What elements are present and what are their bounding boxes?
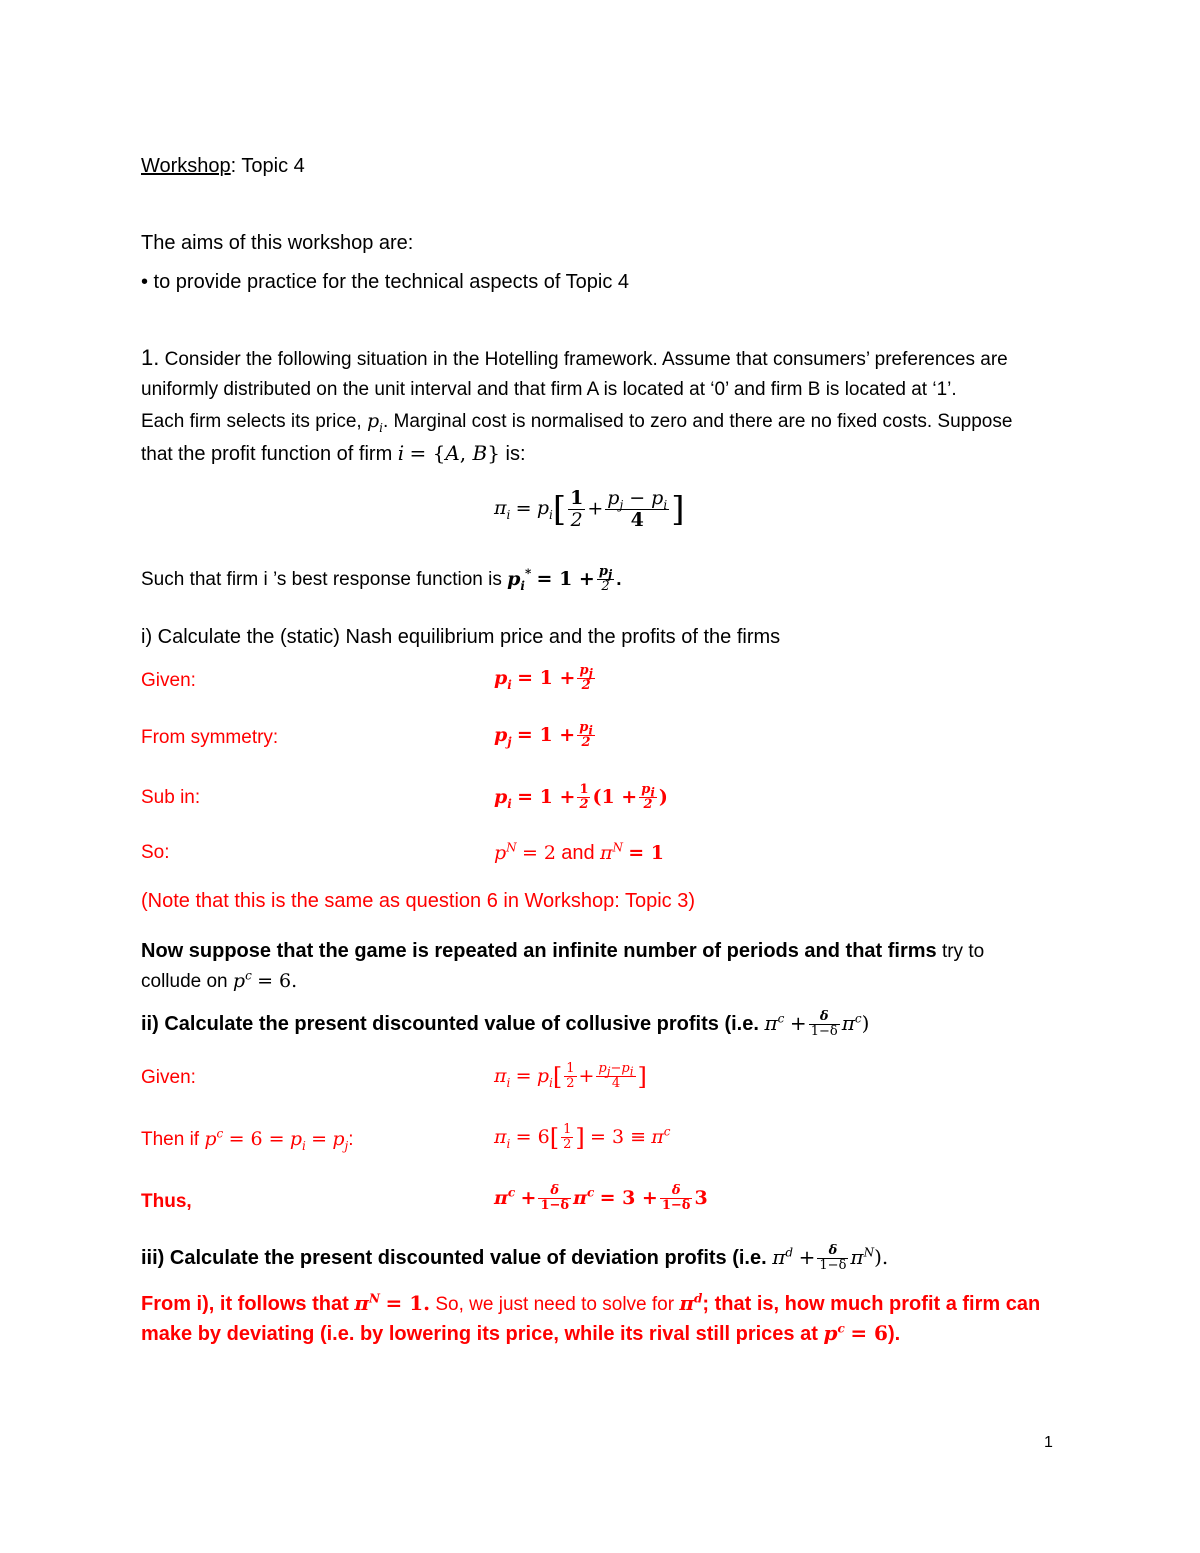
profit-function-equation: $\pi_i = p_i$[ $\frac{1}{2}$ + $\frac{p_j - p_i}{4}$ ] (494, 487, 685, 531)
repeat-line1: Now suppose that the game is repeated an infinite number of periods and that firms try to (141, 940, 985, 962)
part-iii-title: iii) Calculate the present discounted value of deviation profits (i.e. $\pi^d$ + $\frac{\delta}{1-\delta}$ $\pi^N$). (141, 1243, 889, 1274)
part-ii-given-eq: $\pi_i = p_i$[ $\frac{1}{2}$ + $\frac{p_j-p_i}{4}$ ] (494, 1061, 647, 1092)
q1-line4: that the profit function of firm i = {A, B} is: (141, 441, 526, 465)
part-i-symmetry-label: From symmetry: (141, 727, 279, 748)
part-i-symmetry-eq: $p_j = 1$ + $\frac{p_i}{2}$ (494, 720, 593, 751)
aims-bullet: • to provide practice for the technical aspects of Topic 4 (141, 271, 630, 293)
repeat-line2: collude on $p^c = 6$. (141, 968, 298, 992)
part-i-given-label: Given: (141, 670, 196, 691)
part-i-title: i) Calculate the (static) Nash equilibrium price and the profits of the firms (141, 626, 781, 648)
workshop-title (141, 153, 305, 179)
q1-number: 1. (141, 345, 160, 370)
part-i-so-eq: $p^N = 2$ and $\pi^N = 1$ (494, 840, 664, 864)
aims-intro: The aims of this workshop are: (141, 232, 414, 254)
part-iii-line2: make by deviating (i.e. by lowering its price, while its rival still prices at $p^c = 6$). (141, 1321, 901, 1345)
workshop-label: Workshop (141, 155, 231, 177)
part-i-subin-eq: $p_i = 1$ + $\frac{1}{2}$ (1 + $\frac{p_i}{2}$ ) (494, 782, 668, 813)
part-i-so-label: So: (141, 842, 170, 863)
q1-line3: Each firm selects its price, $p_i$. Marginal cost is normalised to zero and there are no fixed costs. Suppose (141, 410, 1013, 435)
q1-line1: 1. Consider the following situation in the Hotelling framework. Assume that consumers’ preferences are (141, 345, 1008, 370)
part-ii-title: ii) Calculate the present discounted value of collusive profits (i.e. $\pi^c$ + $\frac{\delta}{1-\delta}$ $\pi^c$) (141, 1009, 870, 1040)
best-response-line: Such that firm i ’s best response function is $p_i^* = 1$ + $\frac{p_j}{2}$ . (141, 564, 622, 595)
part-ii-thus-label: Thus, (141, 1191, 192, 1212)
part-i-note: (Note that this is the same as question 6 in Workshop: Topic 3) (141, 890, 695, 912)
part-ii-thus-eq: $\pi^c$ + $\frac{\delta}{1-\delta}$ $\pi^c = 3$ + $\frac{\delta}{1-\delta}$ 3 (494, 1183, 708, 1214)
part-i-given-eq: $p_i = 1$ + $\frac{p_j}{2}$ (494, 663, 593, 694)
part-ii-then-eq: $\pi_i = 6$[ $\frac{1}{2}$ ] = $3 \equiv \pi^c$ (494, 1122, 671, 1153)
part-ii-given-label: Given: (141, 1067, 196, 1088)
page-number: 1 (1044, 1434, 1053, 1451)
part-iii-line1: From i), it follows that $\pi^N = 1$. So, we just need to solve for $\pi^d$; that is, how much profit a firm can (141, 1291, 1041, 1315)
part-ii-then-label: Then if $p^c = 6 = p_i = p_j$: (141, 1126, 354, 1153)
q1-line2: uniformly distributed on the unit interval and that firm A is located at ‘0’ and firm B is located at ‘1’. (141, 379, 957, 400)
topic-label: : Topic 4 (230, 155, 305, 177)
part-i-subin-label: Sub in: (141, 787, 201, 808)
